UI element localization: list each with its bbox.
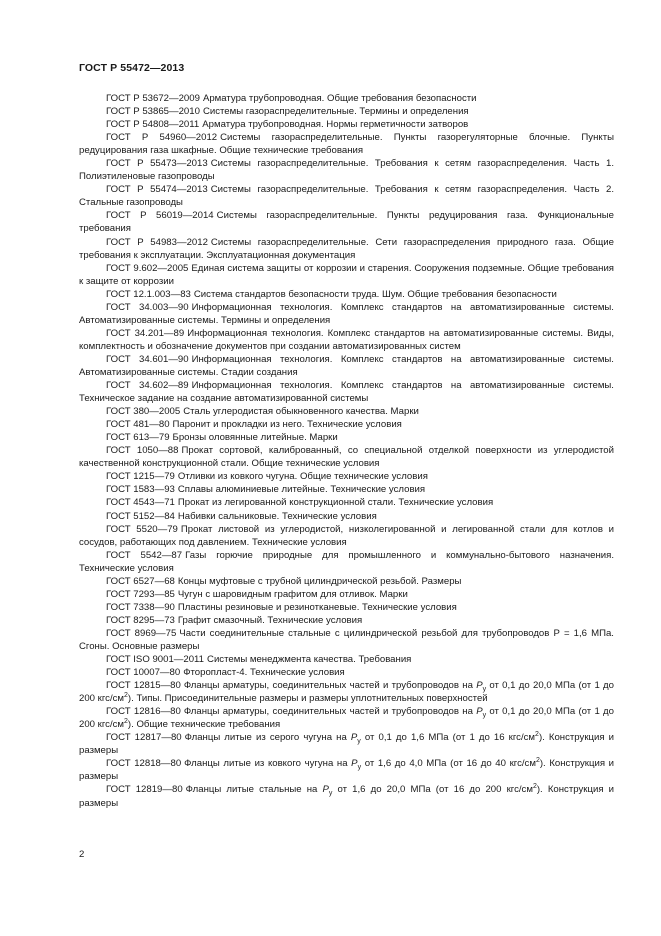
standard-title: Набивки сальниковые. Технические условия — [177, 510, 377, 522]
standard-code: ГОСТ 12816—80 — [106, 706, 181, 718]
standard-title: Прокат листовой из углеродистой, низколегированной и легированной стали для котлов и сосудов, работающих под давлением. Технические условия — [79, 523, 614, 548]
standard-title: Фланцы арматуры, соединительных частей и трубопроводов на $Р_y$ от 0,1 до 20,0 МПа (от 1 до 200 кгс/$см^2$). Типы. Присоединительные размеры и размеры уплотнительных поверхностей — [79, 680, 614, 705]
reference-entry — [79, 131, 614, 157]
standard-code: ГОСТ ISO 9001—2011 — [106, 654, 205, 666]
standard-code: ГОСТ 1583—93 — [106, 484, 175, 496]
standard-code: ГОСТ Р 54960—2012 — [106, 132, 218, 144]
reference-entry — [79, 418, 614, 431]
standard-code: ГОСТ 7293—85 — [106, 588, 175, 600]
standard-code: ГОСТ Р 56019—2014 — [106, 210, 214, 222]
standard-code: ГОСТ 8969—75 — [106, 627, 177, 639]
standard-title: Пластины резиновые и резинотканевые. Технические условия — [177, 601, 457, 613]
standard-code: ГОСТ 8295—73 — [106, 614, 175, 626]
standard-title: Фторопласт-4. Технические условия — [183, 667, 345, 679]
reference-entry — [79, 731, 614, 757]
reference-entry — [79, 496, 614, 509]
standard-title: Системы газораспределительные. Пункты редуцирования газа. Функциональные требования — [79, 210, 614, 235]
standard-code: ГОСТ 7338—90 — [106, 601, 175, 613]
reference-entry — [79, 575, 614, 588]
reference-entry — [79, 757, 614, 783]
standard-title: Информационная технология. Комплекс стандартов на автоматизированные системы. Виды, комплектность и обозначение документов при создании автоматизированных систем — [79, 327, 614, 352]
reference-entry — [79, 431, 614, 444]
reference-entry — [79, 236, 614, 262]
standard-code: ГОСТ 481—80 — [106, 419, 170, 431]
reference-entry — [79, 262, 614, 288]
page-number: 2 — [79, 849, 85, 860]
standard-title: Части соединительные стальные с цилиндрической резьбой для трубопроводов Р = 1,6 МПа. Сгоны. Основные размеры — [79, 627, 614, 652]
standard-code: ГОСТ 613—79 — [106, 432, 170, 444]
standard-code: ГОСТ 5152—84 — [106, 510, 175, 522]
standard-title: Графит смазочный. Технические условия — [177, 614, 363, 626]
reference-entry — [79, 601, 614, 614]
standard-title: Прокат из легированной конструкционной стали. Технические условия — [177, 497, 494, 509]
standard-code: ГОСТ Р 55474—2013 — [106, 184, 208, 196]
reference-entry — [79, 288, 614, 301]
standard-title: Системы газораспределительные. Термины и определения — [202, 106, 469, 118]
standard-title: Отливки из ковкого чугуна. Общие технические условия — [177, 471, 428, 483]
standard-title: Сталь углеродистая обыкновенного качества. Марки — [183, 406, 419, 418]
reference-entry — [79, 379, 614, 405]
reference-entry — [79, 183, 614, 209]
document-header: ГОСТ Р 55472—2013 — [79, 62, 185, 74]
standard-code: ГОСТ 1215—79 — [106, 471, 175, 483]
standard-title: Системы газораспределительные. Требования к сетям газораспределения. Часть 1. Полиэтиленовые газопроводы — [79, 158, 614, 183]
reference-entry — [79, 470, 614, 483]
standard-title: Информационная технология. Комплекс стандартов на автоматизированные системы. Автоматизированные системы. Термины и определения — [79, 301, 614, 326]
reference-entry — [79, 666, 614, 679]
standard-title: Информационная технология. Комплекс стандартов на автоматизированные системы. Автоматизированные системы. Стадии создания — [79, 353, 614, 378]
standard-title: Фланцы арматуры, соединительных частей и трубопроводов на $Р_y$ от 0,1 до 20,0 МПа (от 1 до 200 кгс/$см^2$). Общие технические требования — [79, 706, 614, 731]
standard-code: ГОСТ 6527—68 — [106, 575, 175, 587]
reference-entry — [79, 705, 614, 731]
standard-title: Прокат сортовой, калиброванный, со специальной отделкой поверхности из углеродистой качественной конструкционной стали. Общие технические условия — [79, 445, 614, 470]
standard-code: ГОСТ 34.602—89 — [106, 380, 189, 392]
standard-code: ГОСТ 5520—79 — [106, 523, 178, 535]
standard-title: Концы муфтовые с трубной цилиндрической резьбой. Размеры — [177, 575, 462, 587]
reference-entry — [79, 301, 614, 327]
reference-entry — [79, 157, 614, 183]
reference-entry — [79, 549, 614, 575]
reference-entry — [79, 405, 614, 418]
standard-title: Информационная технология. Комплекс стандартов на автоматизированные системы. Техническое задание на создание автоматизированной системы — [79, 380, 614, 405]
standard-code: ГОСТ Р 54808—2011 — [106, 119, 200, 131]
reference-entry — [79, 118, 614, 131]
reference-entry — [79, 783, 614, 809]
standard-code: ГОСТ 34.003—90 — [106, 301, 189, 313]
reference-entry — [79, 327, 614, 353]
reference-entry — [79, 588, 614, 601]
reference-entry — [79, 483, 614, 496]
standard-code: ГОСТ 12815—80 — [106, 680, 181, 692]
standard-code: ГОСТ 380—2005 — [106, 406, 181, 418]
standard-title: Фланцы литые из серого чугуна на $Р_y$ от 0,1 до 1,6 МПа (от 1 до 16 кгс/$см^2$). Конструкция и размеры — [79, 731, 615, 757]
reference-entry — [79, 614, 614, 627]
standard-title: Системы газораспределительные. Пункты газорегуляторные блочные. Пункты редуцирования газа шкафные. Общие технические требования — [79, 132, 614, 157]
standard-title: Паронит и прокладки из него. Технические условия — [172, 419, 402, 431]
reference-entry — [79, 627, 614, 653]
standard-code: ГОСТ 12817—80 — [106, 732, 182, 744]
standard-code: ГОСТ 34.601—90 — [106, 353, 189, 365]
reference-entry — [79, 209, 614, 235]
standard-title: Газы горючие природные для промышленного и коммунально-бытового назначения. Технические условия — [79, 549, 614, 574]
reference-entry — [79, 105, 614, 118]
standard-code: ГОСТ 1050—88 — [106, 445, 179, 457]
reference-entry — [79, 653, 614, 666]
reference-list — [79, 92, 614, 810]
standard-title: Система стандартов безопасности труда. Шум. Общие требования безопасности — [193, 288, 557, 300]
standard-title: Фланцы литые из ковкого чугуна на $Р_y$ от 1,6 до 4,0 МПа (от 16 до 40 кгс/$см^2$). Конструкция и размеры — [79, 757, 614, 783]
standard-code: ГОСТ Р 54983—2012 — [106, 236, 208, 248]
reference-entry — [79, 679, 614, 705]
standard-code: ГОСТ 10007—80 — [106, 667, 181, 679]
reference-entry — [79, 444, 614, 470]
standard-title: Арматура трубопроводная. Нормы герметичности затворов — [202, 119, 469, 131]
standard-code: ГОСТ 34.201—89 — [106, 327, 185, 339]
standard-code: ГОСТ 9.602—2005 — [106, 262, 189, 274]
standard-title: Чугун с шаровидным графитом для отливок. Марки — [177, 588, 408, 600]
standard-code: ГОСТ 12818—80 — [106, 758, 182, 770]
standard-title: Системы газораспределительные. Требования к сетям газораспределения. Часть 2. Стальные газопроводы — [79, 184, 614, 209]
standard-code: ГОСТ Р 53672—2009 — [106, 93, 200, 104]
standard-title: Бронзы оловянные литейные. Марки — [172, 432, 338, 444]
reference-entry — [79, 510, 614, 523]
standard-title: Сплавы алюминиевые литейные. Технические условия — [177, 484, 426, 496]
standard-title: Арматура трубопроводная. Общие требования безопасности — [202, 93, 477, 104]
reference-entry — [79, 353, 614, 379]
reference-entry — [79, 92, 614, 105]
standard-title: Системы менеджмента качества. Требования — [207, 654, 412, 666]
standard-code: ГОСТ 4543—71 — [106, 497, 175, 509]
standard-title: Системы газораспределительные. Сети газораспределения природного газа. Общие требования к эксплуатации. Эксплуатационная документация — [79, 236, 615, 261]
standard-title: Единая система защиты от коррозии и старения. Сооружения подземные. Общие требования к защите от коррозии — [79, 262, 614, 287]
standard-code: ГОСТ Р 55473—2013 — [106, 158, 208, 170]
reference-entry — [79, 523, 614, 549]
standard-code: ГОСТ 12.1.003—83 — [106, 288, 191, 300]
standard-code: ГОСТ 12819—80 — [106, 784, 183, 796]
standard-code: ГОСТ 5542—87 — [106, 549, 183, 561]
standard-code: ГОСТ Р 53865—2010 — [106, 106, 200, 118]
standard-title: Фланцы литые стальные на $Р_y$ от 1,6 до 20,0 МПа (от 16 до 200 кгс/$см^2$). Конструкция и размеры — [79, 783, 614, 809]
